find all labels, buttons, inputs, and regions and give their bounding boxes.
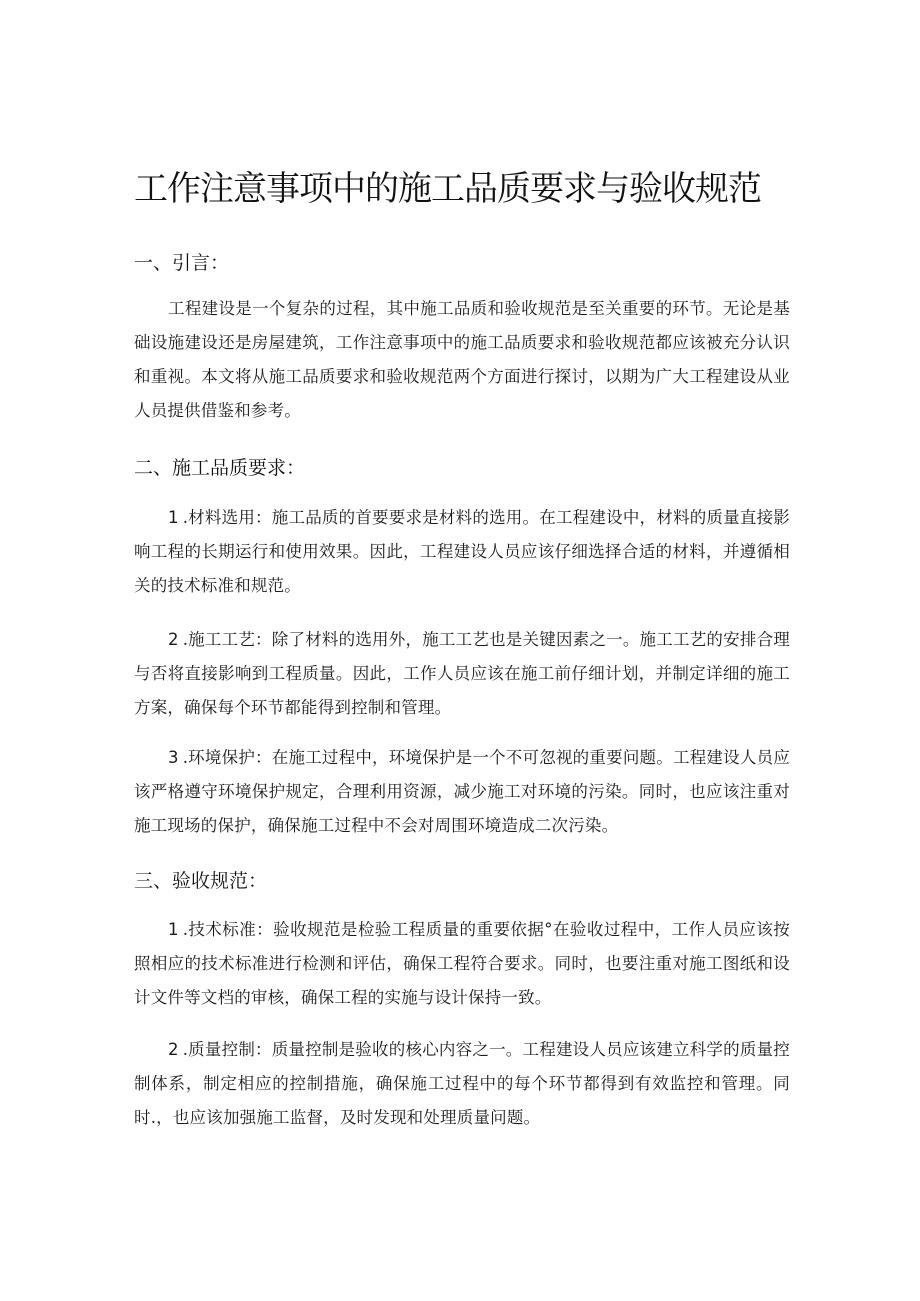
section-heading-construction-quality: 二、施工品质要求： — [134, 457, 306, 479]
item-number: 1 — [168, 920, 179, 939]
item-number: 1 — [168, 508, 179, 527]
acceptance-item-1 — [134, 913, 790, 1015]
construction-item-1 — [134, 501, 790, 603]
acceptance-item-2 — [134, 1033, 790, 1135]
item-text: .材料选用：施工品质的首要要求是材料的选用。在工程建设中，材料的质量直接影响工程的长期运行和使用效果。因此，工程建设人员应该仔细选择合适的材料，并遵循相关的技术标准和规范。 — [134, 508, 790, 595]
item-text: .质量控制：质量控制是验收的核心内容之一。工程建设人员应该建立科学的质量控制体系，制定相应的控制措施，确保施工过程中的每个环节都得到有效监控和管理。同时.，也应该加强施工监督，及时发现和处理质量问题。 — [134, 1040, 790, 1127]
introduction-paragraph: 工程建设是一个复杂的过程，其中施工品质和验收规范是至关重要的环节。无论是基础设施建设还是房屋建筑，工作注意事项中的施工品质要求和验收规范都应该被充分认识和重视。本文将从施工品质要求和验收规范两个方面进行探讨，以期为广大工程建设从业人员提供借鉴和参考。 — [134, 299, 790, 420]
section-heading-introduction: 一、引言： — [134, 252, 230, 274]
construction-item-3 — [134, 741, 790, 843]
construction-item-2 — [134, 623, 790, 725]
item-text: .施工工艺：除了材料的选用外，施工工艺也是关键因素之一。施工工艺的安排合理与否将直接影响到工程质量。因此，工作人员应该在施工前仔细计划，并制定详细的施工方案，确保每个环节都能得到控制和管理。 — [134, 630, 790, 717]
item-text: .技术标准：验收规范是检验工程质量的重要依据°在验收过程中，工作人员应该按照相应的技术标准进行检测和评估，确保工程符合要求。同时，也要注重对施工图纸和设计文件等文档的审核，确保工程的实施与设计保持一致。 — [134, 920, 790, 1007]
item-number: 3 — [168, 748, 179, 767]
document-title: 工作注意事项中的施工品质要求与验收规范 — [134, 169, 761, 209]
item-number: 2 — [168, 1040, 179, 1059]
item-text: .环境保护：在施工过程中，环境保护是一个不可忽视的重要问题。工程建设人员应该严格遵守环境保护规定，合理利用资源，减少施工对环境的污染。同时，也应该注重对施工现场的保护，确保施工过程中不会对周围环境造成二次污染。 — [134, 748, 790, 835]
section-heading-acceptance-standards: 三、验收规范： — [134, 870, 268, 892]
item-number: 2 — [168, 630, 179, 649]
